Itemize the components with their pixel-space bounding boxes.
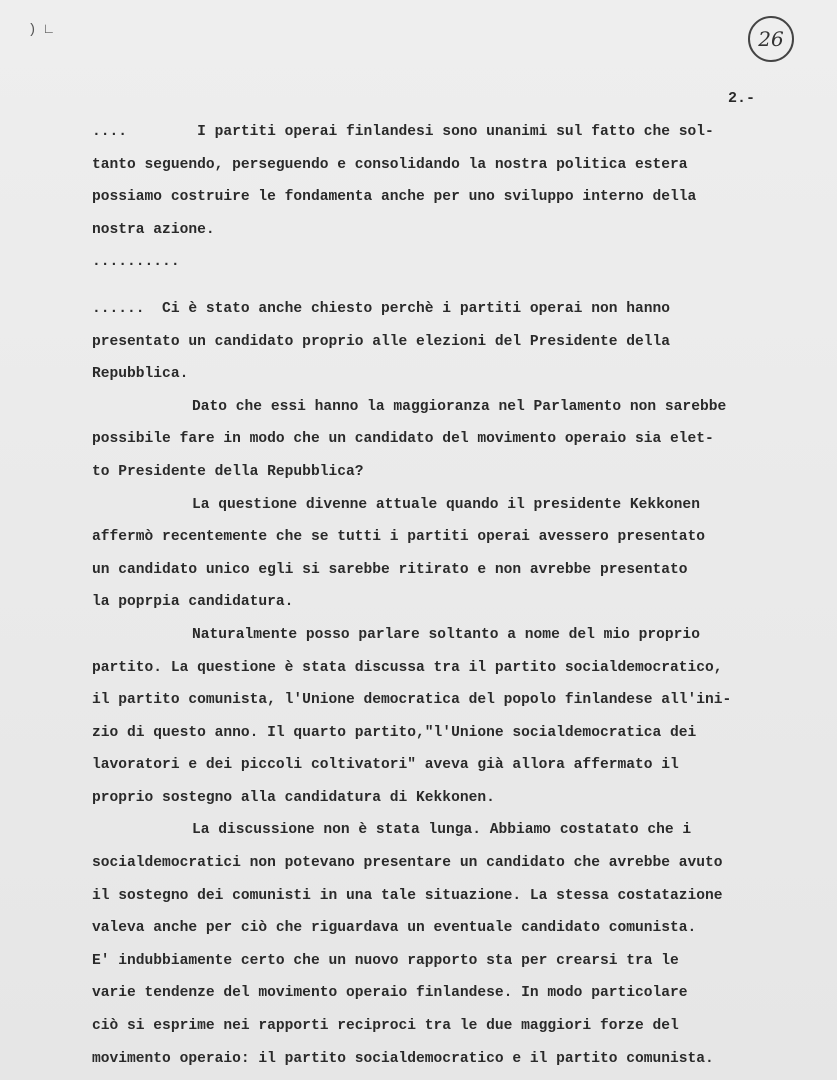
paragraph-start: Dato che essi hanno la maggioranza nel Parlamento non sarebbe: [192, 398, 727, 415]
text-line: socialdemocratici non potevano presentare un candidato che avrebbe avuto: [92, 855, 723, 872]
text-line: presentato un candidato proprio alle elezioni del Presidente della: [92, 333, 671, 350]
text-line: ciò si esprime nei rapporti reciproci tra le due maggiori forze del: [92, 1018, 679, 1035]
text-line: il partito comunista, l'Unione democratica del popolo finlandese all'ini-: [92, 692, 732, 709]
text-line: Repubblica.: [92, 366, 189, 383]
corner-mark: ) ∟: [28, 22, 54, 38]
folio-number-stamp: 26: [748, 16, 794, 62]
text-line: la poprpia candidatura.: [92, 594, 294, 611]
text-line: possibile fare in modo che un candidato del movimento operaio sia elet-: [92, 431, 714, 448]
text-line: E' indubbiamente certo che un nuovo rapporto sta per crearsi tra le: [92, 952, 679, 969]
text-line: movimento operaio: il partito socialdemocratico e il partito comunista.: [92, 1050, 714, 1067]
text-line: varie tendenze del movimento operaio finlandese. In modo particolare: [92, 985, 688, 1002]
text-line: possiamo costruire le fondamenta anche per uno sviluppo interno della: [92, 189, 697, 206]
text-line: partito. La questione è stata discussa tra il partito socialdemocratico,: [92, 659, 723, 676]
paragraph-start: La questione divenne attuale quando il presidente Kekkonen: [192, 496, 700, 513]
paragraph-start: La discussione non è stata lunga. Abbiamo costatato che i: [192, 822, 692, 839]
text-line: to Presidente della Repubblica?: [92, 463, 364, 480]
text-line: valeva anche per ciò che riguardava un eventuale candidato comunista.: [92, 920, 697, 937]
text-line: lavoratori e dei piccoli coltivatori" aveva già allora affermato il: [92, 757, 679, 774]
text-line: .... I partiti operai finlandesi sono unanimi sul fatto che sol-: [92, 124, 714, 140]
document-body: [92, 116, 792, 1075]
separator-dots: ..........: [92, 254, 180, 271]
page-number: 2.-: [728, 90, 756, 107]
text-line: affermò recentemente che se tutti i partiti operai avessero presentato: [92, 529, 706, 546]
text-line: il sostegno dei comunisti in una tale situazione. La stessa costatazione: [92, 887, 723, 904]
text-line: nostra azione.: [92, 221, 215, 238]
text-line: ...... Ci è stato anche chiesto perchè i partiti operai non hanno: [92, 300, 671, 317]
text-line: zio di questo anno. Il quarto partito,"l'Unione socialdemocratica dei: [92, 724, 697, 741]
text-line: proprio sostegno alla candidatura di Kekkonen.: [92, 789, 495, 806]
text-line: un candidato unico egli si sarebbe ritirato e non avrebbe presentato: [92, 561, 688, 578]
paragraph-start: Naturalmente posso parlare soltanto a nome del mio proprio: [192, 626, 700, 643]
text-line: tanto seguendo, perseguendo e consolidando la nostra politica estera: [92, 156, 688, 173]
